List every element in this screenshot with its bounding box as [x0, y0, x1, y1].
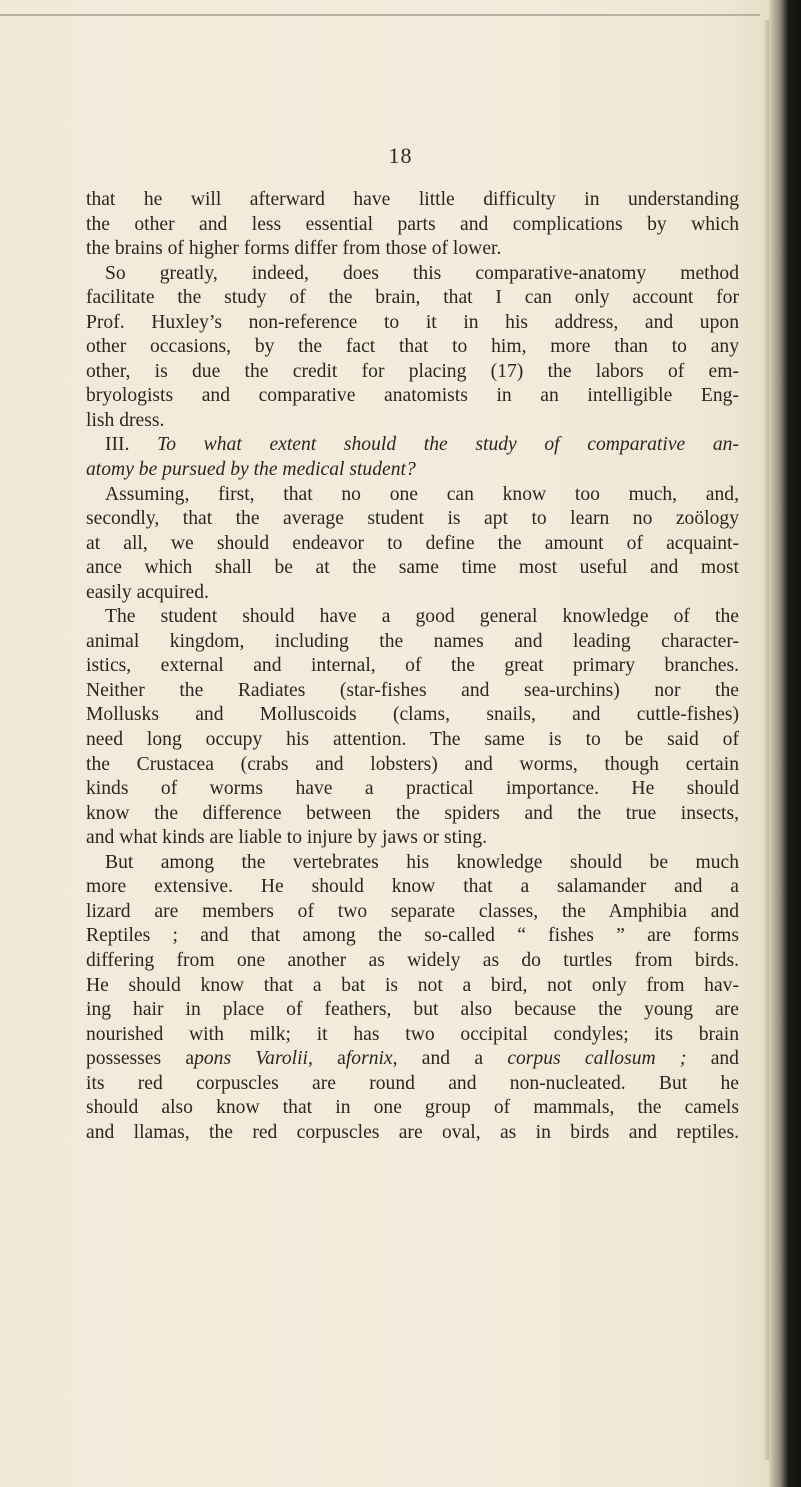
- text-line: nourished with milk; it has two occipital condyles; its brain: [86, 1023, 739, 1045]
- text-line: at all, we should endeavor to define the amount of acquaint-: [86, 532, 739, 554]
- paragraph-block-2: [86, 483, 739, 1048]
- text-line: and llamas, the red corpuscles are oval, as in birds and reptiles.: [86, 1121, 739, 1143]
- text-line: more extensive. He should know that a salamander and a: [86, 876, 739, 898]
- section-heading-italic-1: To what extent should the study of comparative an-: [157, 434, 739, 456]
- text-line: that he will afterward have little difficulty in understanding: [86, 189, 739, 210]
- text-line: easily acquired.: [86, 581, 209, 603]
- text-line: bryologists and comparative anatomists in an intelligible Eng-: [86, 385, 739, 407]
- text-line-italic-terms: [86, 1047, 739, 1072]
- top-edge-rule: [0, 14, 760, 16]
- text-line: secondly, that the average student is apt to learn no zoölogy: [86, 508, 739, 530]
- text-line: Assuming, first, that no one can know too much, and,: [105, 483, 739, 505]
- text-line: need long occupy his attention. The same is to be said of: [86, 729, 739, 751]
- italic-line-mid-1: , a: [307, 1048, 346, 1070]
- paragraph-block-1: [86, 188, 739, 433]
- term-pons-varolii: pons Varolii: [194, 1048, 308, 1070]
- body-text: [86, 188, 739, 1145]
- section-numeral: III.: [105, 434, 130, 456]
- text-line: istics, external and internal, of the great primary branches.: [86, 655, 739, 677]
- section-heading-line-2: [86, 458, 739, 483]
- text-line: kinds of worms have a practical importance. He should: [86, 778, 739, 800]
- section-heading-italic-2: atomy be pursued by the medical student?: [86, 459, 416, 481]
- text-line: should also know that in one group of mammals, the camels: [86, 1097, 739, 1119]
- book-binding-edge: [769, 0, 801, 1487]
- text-line: know the difference between the spiders and the true insects,: [86, 802, 739, 824]
- term-corpus-callosum: corpus callosum ;: [507, 1048, 687, 1070]
- text-line: Prof. Huxley’s non-reference to it in his address, and upon: [86, 311, 739, 333]
- text-line: Neither the Radiates (star-fishes and sea-urchins) nor the: [86, 679, 739, 701]
- text-line: But among the vertebrates his knowledge should be much: [105, 851, 739, 873]
- text-line: lizard are members of two separate classes, the Amphibia and: [86, 900, 739, 922]
- text-line: The student should have a good general knowledge of the: [105, 606, 739, 628]
- text-line: facilitate the study of the brain, that I can only account for: [86, 287, 739, 309]
- text-line: other, is due the credit for placing (17) the labors of em-: [86, 360, 739, 382]
- italic-line-mid-2: , and a: [392, 1048, 484, 1070]
- section-heading-line-1: [86, 433, 739, 458]
- text-line: animal kingdom, including the names and leading character-: [86, 630, 739, 652]
- page-number: 18: [388, 143, 413, 168]
- text-line: the other and less essential parts and complications by which: [86, 213, 739, 235]
- text-line: and what kinds are liable to injure by jaws or sting.: [86, 827, 488, 849]
- text-line: the Crustacea (crabs and lobsters) and worms, though certain: [86, 753, 739, 775]
- italic-line-pre: possesses a: [86, 1048, 195, 1070]
- text-line: other occasions, by the fact that to him, more than to any: [86, 336, 739, 358]
- text-line: lish dress.: [86, 409, 165, 431]
- text-line: ing hair in place of feathers, but also because the young are: [86, 999, 739, 1021]
- text-line: So greatly, indeed, does this comparative-anatomy method: [105, 262, 739, 284]
- text-line: Reptiles ; and that among the so-called “ fishes ” are forms: [86, 925, 739, 947]
- text-line: He should know that a bat is not a bird, not only from hav-: [86, 974, 739, 996]
- text-line: ance which shall be at the same time most useful and most: [86, 557, 739, 579]
- text-line: differing from one another as widely as do turtles from birds.: [86, 949, 739, 971]
- text-line: the brains of higher forms differ from those of lower.: [86, 238, 502, 260]
- term-fornix: fornix: [345, 1048, 393, 1070]
- italic-line-post: and: [686, 1048, 739, 1070]
- text-line: its red corpuscles are round and non-nucleated. But he: [86, 1072, 739, 1094]
- text-line: Mollusks and Molluscoids (clams, snails, and cuttle-fishes): [86, 704, 739, 726]
- paragraph-block-3: [86, 1072, 739, 1146]
